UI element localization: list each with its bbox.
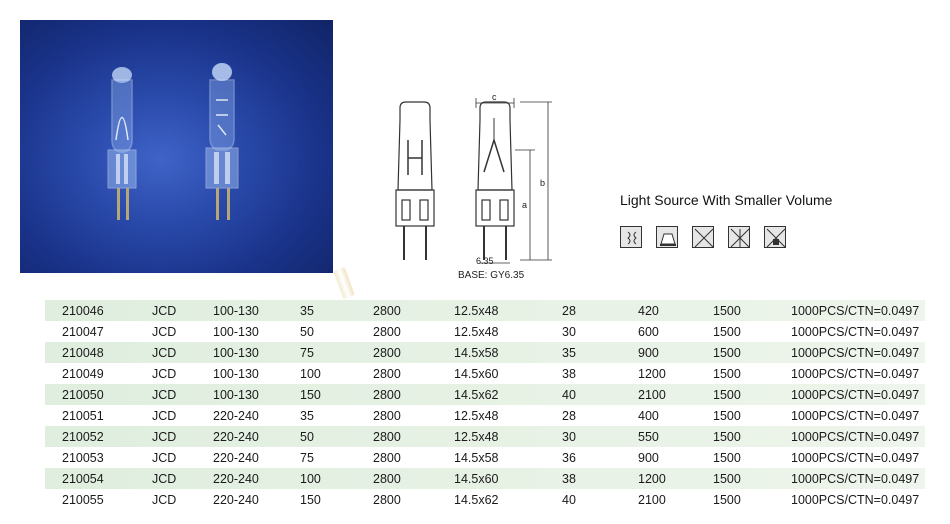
table-cell: 12.5x48 [454, 409, 499, 423]
table-cell: 1500 [713, 325, 741, 339]
table-cell: 2800 [373, 388, 401, 402]
table-cell: 1000PCS/CTN=0.0497 [791, 325, 920, 339]
table-cell: 900 [638, 451, 659, 465]
table-cell: 40 [562, 388, 576, 402]
table-cell: 1000PCS/CTN=0.0497 [791, 451, 920, 465]
table-cell: JCD [152, 430, 177, 444]
table-cell: 30 [562, 430, 576, 444]
table-cell: 210052 [62, 430, 104, 444]
table-cell: 100-130 [213, 367, 259, 381]
table-row [45, 384, 925, 405]
table-cell: 1500 [713, 409, 741, 423]
table-cell: 210054 [62, 472, 104, 486]
table-row [45, 426, 925, 447]
table-cell: 1000PCS/CTN=0.0497 [791, 367, 920, 381]
cross-box-icon-2 [728, 226, 750, 248]
table-cell: 100-130 [213, 325, 259, 339]
table-cell: 14.5x58 [454, 451, 499, 465]
spec-table [45, 300, 925, 510]
table-cell: 28 [562, 409, 576, 423]
table-cell: 14.5x62 [454, 388, 499, 402]
table-cell: 210050 [62, 388, 104, 402]
dim-b-label: b [540, 178, 546, 188]
table-cell: 38 [562, 367, 576, 381]
table-cell: 400 [638, 409, 659, 423]
table-cell: JCD [152, 493, 177, 507]
dim-base-label: 6.35 [476, 256, 494, 266]
table-cell: JCD [152, 304, 177, 318]
table-cell: 2800 [373, 325, 401, 339]
table-row [45, 468, 925, 489]
table-cell: 14.5x60 [454, 472, 499, 486]
table-cell: 2100 [638, 388, 666, 402]
filament-icon [620, 226, 642, 248]
table-row [45, 300, 925, 321]
cross-box-icon [692, 226, 714, 248]
lamp-outline-right [478, 102, 512, 190]
dimmable-icon [764, 226, 786, 248]
table-cell: JCD [152, 451, 177, 465]
dim-c-label: c [492, 92, 497, 102]
table-cell: 1000PCS/CTN=0.0497 [791, 304, 920, 318]
table-cell: 1500 [713, 472, 741, 486]
table-cell: 150 [300, 388, 321, 402]
table-cell: 900 [638, 346, 659, 360]
table-row [45, 405, 925, 426]
table-cell: 1500 [713, 451, 741, 465]
table-row [45, 321, 925, 342]
table-cell: 36 [562, 451, 576, 465]
table-cell: 210048 [62, 346, 104, 360]
product-photo [20, 20, 333, 273]
table-cell: 210051 [62, 409, 104, 423]
table-cell: JCD [152, 388, 177, 402]
table-cell: 2800 [373, 472, 401, 486]
table-cell: 14.5x58 [454, 346, 499, 360]
table-cell: 75 [300, 451, 314, 465]
table-cell: 1200 [638, 472, 666, 486]
table-cell: 1200 [638, 367, 666, 381]
table-cell: 210046 [62, 304, 104, 318]
table-cell: 1500 [713, 388, 741, 402]
table-row [45, 489, 925, 510]
table-cell: 38 [562, 472, 576, 486]
table-cell: 14.5x60 [454, 367, 499, 381]
table-cell: 35 [300, 409, 314, 423]
table-cell: 100 [300, 367, 321, 381]
table-cell: 12.5x48 [454, 430, 499, 444]
table-cell: 420 [638, 304, 659, 318]
table-cell: 210055 [62, 493, 104, 507]
table-cell: 1000PCS/CTN=0.0497 [791, 472, 920, 486]
table-cell: 1500 [713, 346, 741, 360]
table-cell: 220-240 [213, 409, 259, 423]
table-cell: 220-240 [213, 451, 259, 465]
table-row [45, 447, 925, 468]
table-cell: JCD [152, 346, 177, 360]
table-row [45, 342, 925, 363]
table-cell: 1000PCS/CTN=0.0497 [791, 388, 920, 402]
table-cell: 50 [300, 325, 314, 339]
table-cell: 220-240 [213, 430, 259, 444]
table-cell: 2800 [373, 367, 401, 381]
table-cell: 28 [562, 304, 576, 318]
table-cell: JCD [152, 409, 177, 423]
table-cell: 12.5x48 [454, 325, 499, 339]
table-cell: 1000PCS/CTN=0.0497 [791, 409, 920, 423]
table-cell: 30 [562, 325, 576, 339]
table-row [45, 363, 925, 384]
table-cell: 1000PCS/CTN=0.0497 [791, 493, 920, 507]
base-label: BASE: GY6.35 [458, 270, 525, 281]
table-cell: JCD [152, 367, 177, 381]
table-cell: 220-240 [213, 493, 259, 507]
table-cell: 2800 [373, 409, 401, 423]
table-cell: 1000PCS/CTN=0.0497 [791, 430, 920, 444]
table-cell: 1500 [713, 367, 741, 381]
table-cell: 35 [562, 346, 576, 360]
table-cell: 1500 [713, 430, 741, 444]
table-cell: 1500 [713, 493, 741, 507]
table-cell: 1000PCS/CTN=0.0497 [791, 346, 920, 360]
table-cell: 2800 [373, 430, 401, 444]
table-cell: 100-130 [213, 346, 259, 360]
table-cell: 75 [300, 346, 314, 360]
technical-drawing [370, 90, 570, 270]
table-cell: JCD [152, 472, 177, 486]
table-cell: 100 [300, 472, 321, 486]
table-cell: 50 [300, 430, 314, 444]
table-cell: 2800 [373, 493, 401, 507]
feature-heading: Light Source With Smaller Volume [620, 192, 833, 208]
lamp-outline-left [398, 102, 432, 190]
table-cell: 14.5x62 [454, 493, 499, 507]
table-cell: 2800 [373, 346, 401, 360]
table-cell: 35 [300, 304, 314, 318]
table-cell: 210047 [62, 325, 104, 339]
bulb-photo-illustration [20, 20, 333, 273]
lamp-cap-icon [656, 226, 678, 248]
table-cell: 150 [300, 493, 321, 507]
table-cell: 100-130 [213, 388, 259, 402]
table-cell: 2800 [373, 304, 401, 318]
table-cell: 2800 [373, 451, 401, 465]
table-cell: 220-240 [213, 472, 259, 486]
table-cell: JCD [152, 325, 177, 339]
table-cell: 2100 [638, 493, 666, 507]
table-cell: 210053 [62, 451, 104, 465]
bulb-2 [206, 63, 238, 220]
table-cell: 12.5x48 [454, 304, 499, 318]
bulb-1 [108, 67, 136, 220]
table-cell: 210049 [62, 367, 104, 381]
table-cell: 600 [638, 325, 659, 339]
dim-a-label: a [522, 200, 528, 210]
table-cell: 100-130 [213, 304, 259, 318]
feature-icons [620, 226, 786, 248]
paper-chip [333, 267, 355, 299]
table-cell: 40 [562, 493, 576, 507]
table-cell: 550 [638, 430, 659, 444]
table-cell: 1500 [713, 304, 741, 318]
